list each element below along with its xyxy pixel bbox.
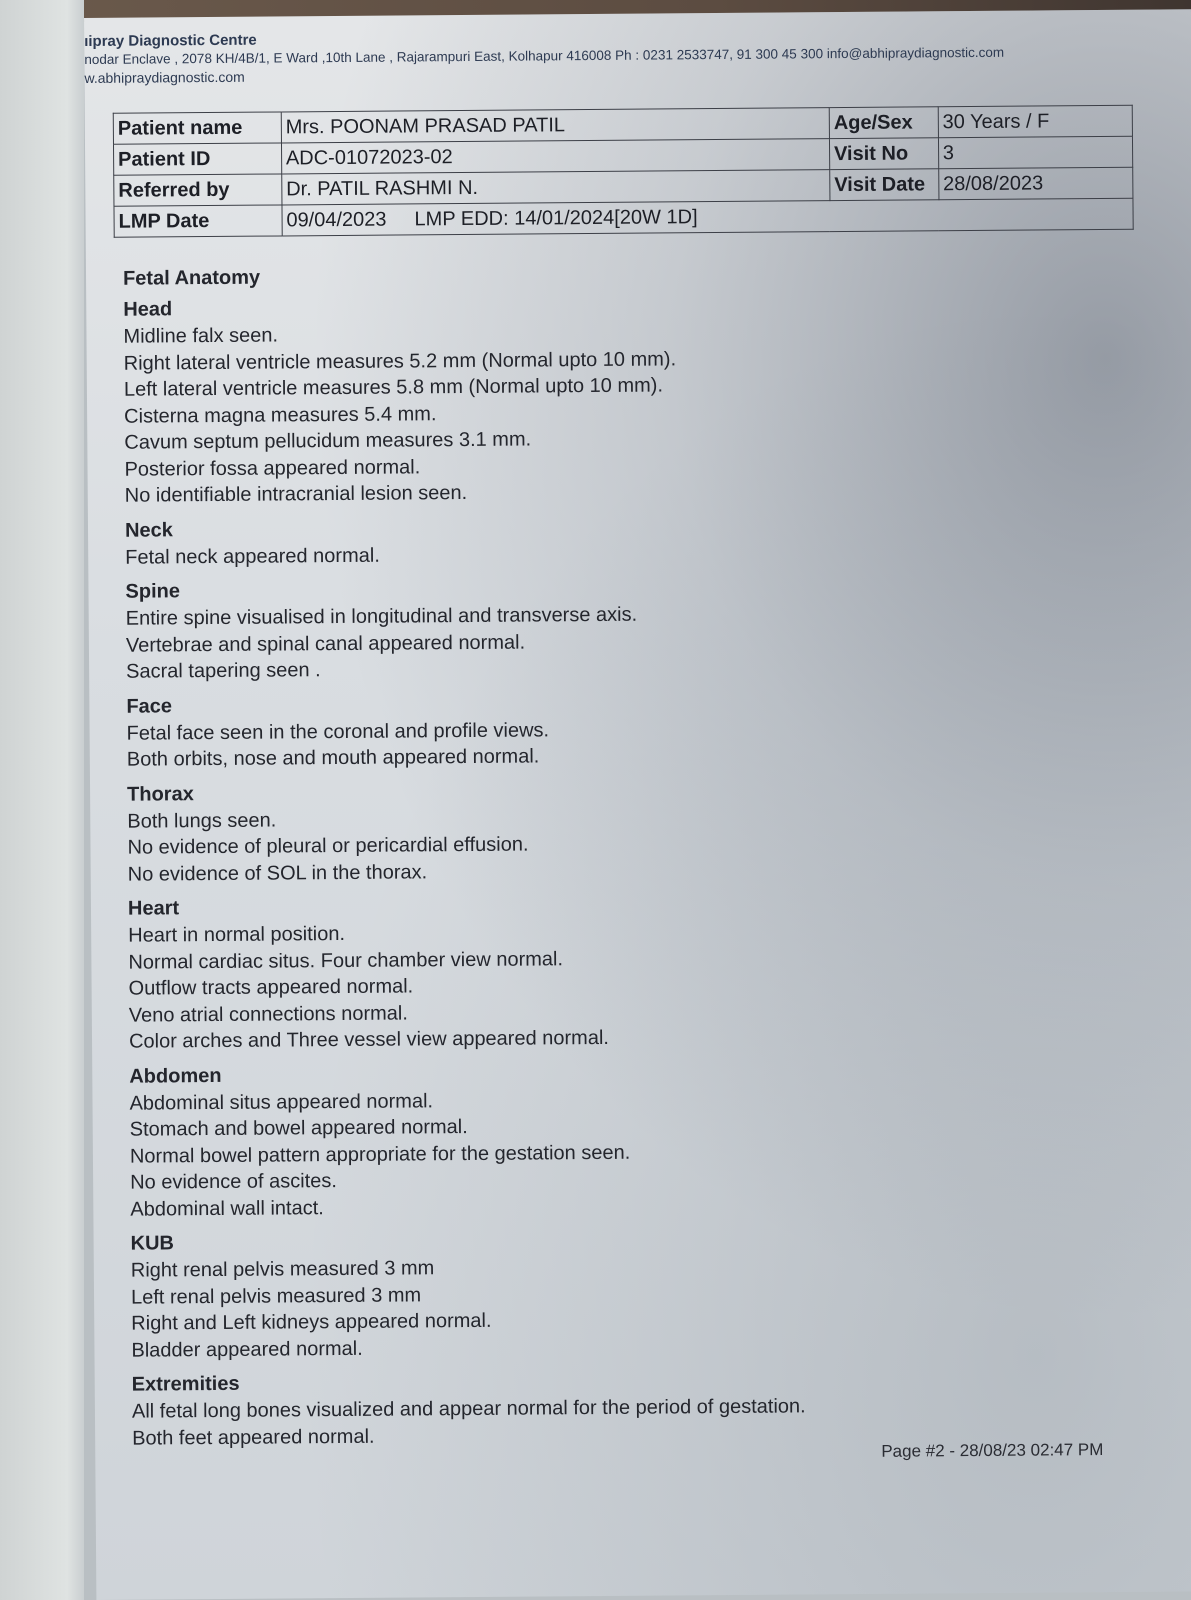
visit-no-label: Visit No [829,138,938,170]
finding-line: Color arches and Three vessel view appeared normal. [128,1026,610,1053]
center-address: nodar Enclave , 2078 KH/4B/1, E Ward ,10th Lane , Rajarampuri East, Kolhapur 416008 Ph : 0231 2533747, 91 300 45 300 info@abhipraydiagnostic.com [84,44,1005,67]
finding-line: Both orbits, nose and mouth appeared normal. [126,745,540,771]
finding-line: Fetal face seen in the coronal and profile views. [126,718,550,745]
patient-row-lmp [114,198,1133,237]
findings-section [129,1055,1130,1222]
findings-section [127,773,1128,887]
finding-line: No evidence of SOL in the thorax. [127,860,428,886]
lmp-edd-value: LMP EDD: 14/01/2024[20W 1D] [414,205,698,230]
finding-line: Right and Left kidneys appeared normal. [131,1309,492,1335]
finding-line: Bladder appeared normal. [131,1337,363,1362]
age-sex-label: Age/Sex [829,107,938,139]
section-heading: Face [126,694,173,718]
section-heading: Neck [124,518,173,542]
visit-date-label: Visit Date [830,169,939,201]
finding-line: Right lateral ventricle measures 5.2 mm (Normal upto 10 mm). [123,347,677,375]
report-page [84,9,1191,1600]
page-footer: Page #2 - 28/08/23 02:47 PM [881,1440,1104,1461]
report-body [123,258,1132,1460]
finding-line: Left lateral ventricle measures 5.8 mm (Normal upto 10 mm). [123,374,664,401]
patient-name-label: Patient name [113,112,281,144]
finding-line: Abdominal situs appeared normal. [129,1089,434,1115]
finding-line: Vertebrae and spinal canal appeared normal. [125,631,526,657]
lmp-value-cell [282,198,1133,236]
finding-line: Normal cardiac situs. Four chamber view normal. [128,947,564,974]
scan-background-left [0,0,84,1600]
finding-line: Veno atrial connections normal. [128,1001,408,1027]
patient-id-value: ADC-01072023-02 [281,139,829,174]
findings-section [126,685,1127,773]
findings-sections [123,289,1132,1452]
patient-details-table [113,105,1134,238]
finding-line: Fetal neck appeared normal. [125,544,380,569]
center-website: w.abhipraydiagnostic.com [84,68,245,86]
patient-name-value: Mrs. POONAM PRASAD PATIL [281,108,829,143]
finding-line: All fetal long bones visualized and appear normal for the period of gestation. [131,1395,806,1423]
finding-line: Normal bowel pattern appropriate for the gestation seen. [129,1141,631,1168]
section-heading: Extremities [131,1372,240,1396]
finding-line: Sacral tapering seen . [126,659,321,683]
section-heading: Thorax [127,782,194,806]
lmp-date-value: 09/04/2023 [286,208,387,231]
finding-line: Both lungs seen. [127,809,277,833]
lmp-date-label: LMP Date [114,205,282,237]
finding-line: Posterior fossa appeared normal. [124,455,421,481]
findings-section [131,1223,1132,1364]
findings-section [128,888,1129,1055]
finding-line: Outflow tracts appeared normal. [128,975,414,1000]
finding-line: Right renal pelvis measured 3 mm [130,1257,435,1282]
findings-section [125,509,1125,570]
finding-line: No identifiable intracranial lesion seen. [124,482,468,507]
section-heading: KUB [130,1232,175,1255]
section-heading: Head [123,298,173,321]
center-name: ıipray Diagnostic Centre [84,31,257,50]
finding-line: Both feet appeared normal. [132,1425,375,1450]
section-heading: Spine [125,580,181,603]
age-sex-value: 30 Years / F [938,105,1132,138]
finding-line: Midline falx seen. [123,324,279,348]
finding-line: No evidence of pleural or pericardial effusion. [127,833,529,859]
section-heading: Abdomen [129,1064,222,1088]
findings-section [125,571,1126,685]
referred-by-label: Referred by [114,174,282,206]
visit-no-value: 3 [938,136,1132,169]
finding-line: Stomach and bowel appeared normal. [129,1116,468,1141]
finding-line: Heart in normal position. [128,922,346,947]
finding-line: Abdominal wall intact. [130,1196,324,1221]
report-title: Fetal Anatomy [122,266,261,290]
finding-line: Entire spine visualised in longitudinal and transverse axis. [125,603,638,630]
patient-id-label: Patient ID [113,143,281,175]
finding-line: Left renal pelvis measured 3 mm [130,1283,422,1309]
finding-line: Cavum septum pellucidum measures 3.1 mm. [124,428,532,454]
finding-line: Cisterna magna measures 5.4 mm. [124,402,437,428]
findings-section [132,1364,1133,1452]
visit-date-value: 28/08/2023 [938,167,1132,200]
referred-by-value: Dr. PATIL RASHMI N. [282,170,830,205]
findings-section [123,289,1125,509]
finding-line: No evidence of ascites. [130,1170,338,1194]
letterhead [84,23,1184,87]
section-heading: Heart [127,897,180,920]
